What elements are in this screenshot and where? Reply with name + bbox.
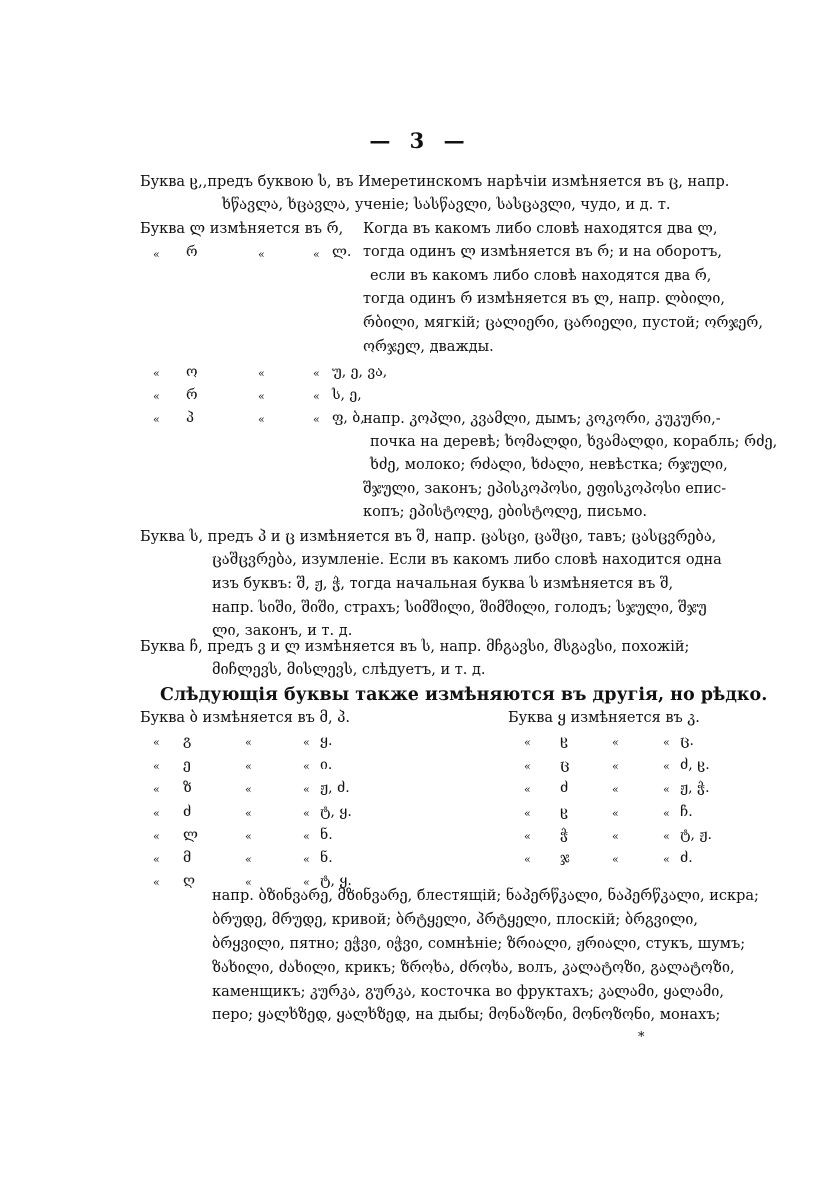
ditto-mark: « xyxy=(303,783,310,796)
footnote-mark: * xyxy=(638,1030,645,1045)
table-left-letter: ღ xyxy=(183,873,196,889)
ditto-mark: « xyxy=(153,413,160,426)
ditto-mark: « xyxy=(524,783,531,796)
table-left-letter: გ xyxy=(183,733,192,749)
ditto-mark: « xyxy=(303,830,310,843)
ditto-mark: « xyxy=(153,367,160,380)
rule2-example-line: ხძე, молоко; რძალი, ხძალი, невѣстка; რჯული, xyxy=(370,457,728,473)
ditto-mark: « xyxy=(524,807,531,820)
example-line: ზახილი, ძახილი, крикъ; ზროხა, ძროხა, волъ, კალატოზი, გალატოზი, xyxy=(212,960,735,976)
ditto-mark: « xyxy=(153,248,160,261)
rule2-head: Буква ლ измѣняется въ რ, xyxy=(140,221,344,237)
table-left-target: ტ, ყ. xyxy=(320,804,352,820)
ditto-mark: « xyxy=(153,830,160,843)
rule2-line: რბილი, мягкій; ცალიერი, ცარიელი, пустой; ორჯერ, xyxy=(363,315,763,331)
table-left-head: Буква ბ измѣняется въ მ, პ. xyxy=(140,710,351,726)
table-left-target: ყ. xyxy=(320,733,333,749)
ditto-mark: « xyxy=(245,736,252,749)
example-line: каменщикъ; კურკა, გურკა, косточка во фруктахъ; კალამი, ყალამი, xyxy=(212,984,725,1000)
ditto-mark: « xyxy=(663,783,670,796)
table-left-letter: ძ xyxy=(183,804,192,820)
rule2-row-letter: რ xyxy=(186,387,198,403)
rule2-r-target: ლ. xyxy=(332,244,352,260)
rule2-line: если въ какомъ либо словѣ находятся два რ, xyxy=(370,268,712,284)
table-right-letter: ჭ xyxy=(560,827,569,843)
table-right-head: Буква ყ измѣняется въ კ. xyxy=(508,710,700,726)
ditto-mark: « xyxy=(663,853,670,866)
rule2-row-letter: პ xyxy=(186,410,194,426)
ditto-mark: « xyxy=(153,853,160,866)
example-line: напр. ბზინვარე, მზინვარე, блестящій; ნაპერწკალი, ნაპერწკალი, искра; xyxy=(212,888,759,904)
table-left-target: ჟ, ძ. xyxy=(320,780,350,796)
rule1-line1: Буква ჸ,,предъ буквою ს, въ Имеретинскомъ нарѣчіи измѣняется въ ც, напр. xyxy=(140,174,730,190)
ditto-mark: « xyxy=(245,830,252,843)
rule2-example-line: почка на деревѣ; ხომალდი, ხვამალდი, корабль; რძე, xyxy=(370,434,778,450)
ditto-mark: « xyxy=(258,248,265,261)
table-left-target: ნ. xyxy=(320,827,333,843)
table-right-target: ძ, ჸ. xyxy=(680,757,710,773)
table-right-target: ჩ. xyxy=(680,804,693,820)
rule3-line: ცაშცვრება, изумленіе. Если въ какомъ либо словѣ находится одна xyxy=(212,552,722,568)
ditto-mark: « xyxy=(303,876,310,889)
example-line: перо; ყალხზედ, ყალხზედ, на дыбы; მონაზონი, მონოზონი, монахъ; xyxy=(212,1007,721,1023)
ditto-mark: « xyxy=(612,807,619,820)
ditto-mark: « xyxy=(524,853,531,866)
table-right-letter: ჯ xyxy=(560,850,570,866)
table-right-target: ც. xyxy=(680,733,694,749)
example-line: ბრყვილი, пятно; ეჭვი, იჭვი, сомнѣніе; ზრიალი, ჟრიალი, стукъ, шумъ; xyxy=(212,936,746,952)
rule2-row-target: ს, ე, xyxy=(332,387,362,403)
rule2-line: Когда въ какомъ либо словѣ находятся два ლ, xyxy=(363,221,718,237)
ditto-mark: « xyxy=(153,390,160,403)
ditto-mark: « xyxy=(303,760,310,773)
rule3-line: изъ буквъ: შ, ჟ, ჭ, тогда начальная буква ს измѣняется въ შ, xyxy=(212,576,674,592)
ditto-mark: « xyxy=(303,736,310,749)
ditto-mark: « xyxy=(303,853,310,866)
rule2-line: ორჯელ, дважды. xyxy=(363,339,494,355)
table-right-letter: ჸ xyxy=(560,733,569,749)
table-left-letter: ლ xyxy=(183,827,198,843)
rule4-line: მიჩლევს, მისლევს, слѣдуетъ, и т. д. xyxy=(212,662,486,678)
ditto-mark: « xyxy=(245,760,252,773)
table-right-letter: ძ xyxy=(560,780,569,796)
table-right-letter: ჸ xyxy=(560,804,569,820)
table-left-letter: ე xyxy=(183,757,191,773)
table-left-target: ნ. xyxy=(320,850,333,866)
rule2-line: тогда одинъ ლ измѣняется въ რ; и на оборотъ, xyxy=(363,244,722,260)
ditto-mark: « xyxy=(153,760,160,773)
rule2-r-letter: რ xyxy=(186,244,198,260)
ditto-mark: « xyxy=(245,807,252,820)
ditto-mark: « xyxy=(245,876,252,889)
table-right-target: ძ. xyxy=(680,850,693,866)
rule2-example-line: копъ; ეპისტოლე, ებისტოლე, письмо. xyxy=(363,504,648,520)
ditto-mark: « xyxy=(313,413,320,426)
section-subheading: Слѣдующія буквы также измѣняются въ другія, но рѣдко. xyxy=(160,685,768,705)
table-right-target: ტ, ჟ. xyxy=(680,827,712,843)
ditto-mark: « xyxy=(663,807,670,820)
table-right-letter: ც xyxy=(560,757,570,773)
rule1-line2: ხწავლა, ხცავლა, ученіе; სასწავლი, სასცავლი, чудо, и д. т. xyxy=(222,197,671,213)
rule3-line: ლი, законъ, и т. д. xyxy=(212,623,353,639)
ditto-mark: « xyxy=(612,830,619,843)
ditto-mark: « xyxy=(313,390,320,403)
table-left-target: ტ, ყ. xyxy=(320,873,352,889)
ditto-mark: « xyxy=(663,736,670,749)
ditto-mark: « xyxy=(663,760,670,773)
table-right-target: ჟ, ჭ. xyxy=(680,780,710,796)
ditto-mark: « xyxy=(153,876,160,889)
rule3-line: напр. სიში, შიში, страхъ; სიმშილი, შიმშილი, голодъ; სჯული, შჯუ xyxy=(212,600,707,616)
table-left-target: ი. xyxy=(320,757,333,773)
table-left-letter: ზ xyxy=(183,780,192,796)
page-number: — 3 — xyxy=(369,128,471,153)
rule4-line: Буква ჩ, предъ ვ и ლ измѣняется въ ს, напр. მჩგავსი, მსგავსი, похожій; xyxy=(140,639,690,655)
rule2-row-target: უ, ე, ვა, xyxy=(332,364,388,380)
ditto-mark: « xyxy=(612,736,619,749)
ditto-mark: « xyxy=(313,248,320,261)
ditto-mark: « xyxy=(524,760,531,773)
ditto-mark: « xyxy=(612,783,619,796)
example-line: ბრუდე, მრუდე, кривой; ბრტყელი, პრტყელი, плоскій; ბრგვილი, xyxy=(212,912,699,928)
rule2-row-letter: ო xyxy=(186,364,198,380)
ditto-mark: « xyxy=(258,390,265,403)
rule2-example-line: შჯული, законъ; ეპისკოპოსი, ეფისკოპოსი епис- xyxy=(363,481,727,497)
rule2-line: тогда одинъ რ измѣняется въ ლ, напр. ლბილი, xyxy=(363,291,725,307)
ditto-mark: « xyxy=(153,807,160,820)
ditto-mark: « xyxy=(258,413,265,426)
ditto-mark: « xyxy=(663,830,670,843)
ditto-mark: « xyxy=(524,736,531,749)
rule2-row-target: ფ, ბ, xyxy=(332,410,365,426)
rule2-example-line: напр. კოპლი, კვამლი, дымъ; კოკორი, კუკური,- xyxy=(363,411,721,427)
rule3-line: Буква ს, предъ პ и ც измѣняется въ შ, напр. ცასცი, ცაშცი, тавъ; ცასცვრება, xyxy=(140,529,717,545)
table-left-letter: მ xyxy=(183,850,192,866)
ditto-mark: « xyxy=(612,853,619,866)
ditto-mark: « xyxy=(612,760,619,773)
ditto-mark: « xyxy=(153,783,160,796)
ditto-mark: « xyxy=(258,367,265,380)
ditto-mark: « xyxy=(153,736,160,749)
ditto-mark: « xyxy=(313,367,320,380)
ditto-mark: « xyxy=(524,830,531,843)
ditto-mark: « xyxy=(245,783,252,796)
ditto-mark: « xyxy=(245,853,252,866)
ditto-mark: « xyxy=(303,807,310,820)
